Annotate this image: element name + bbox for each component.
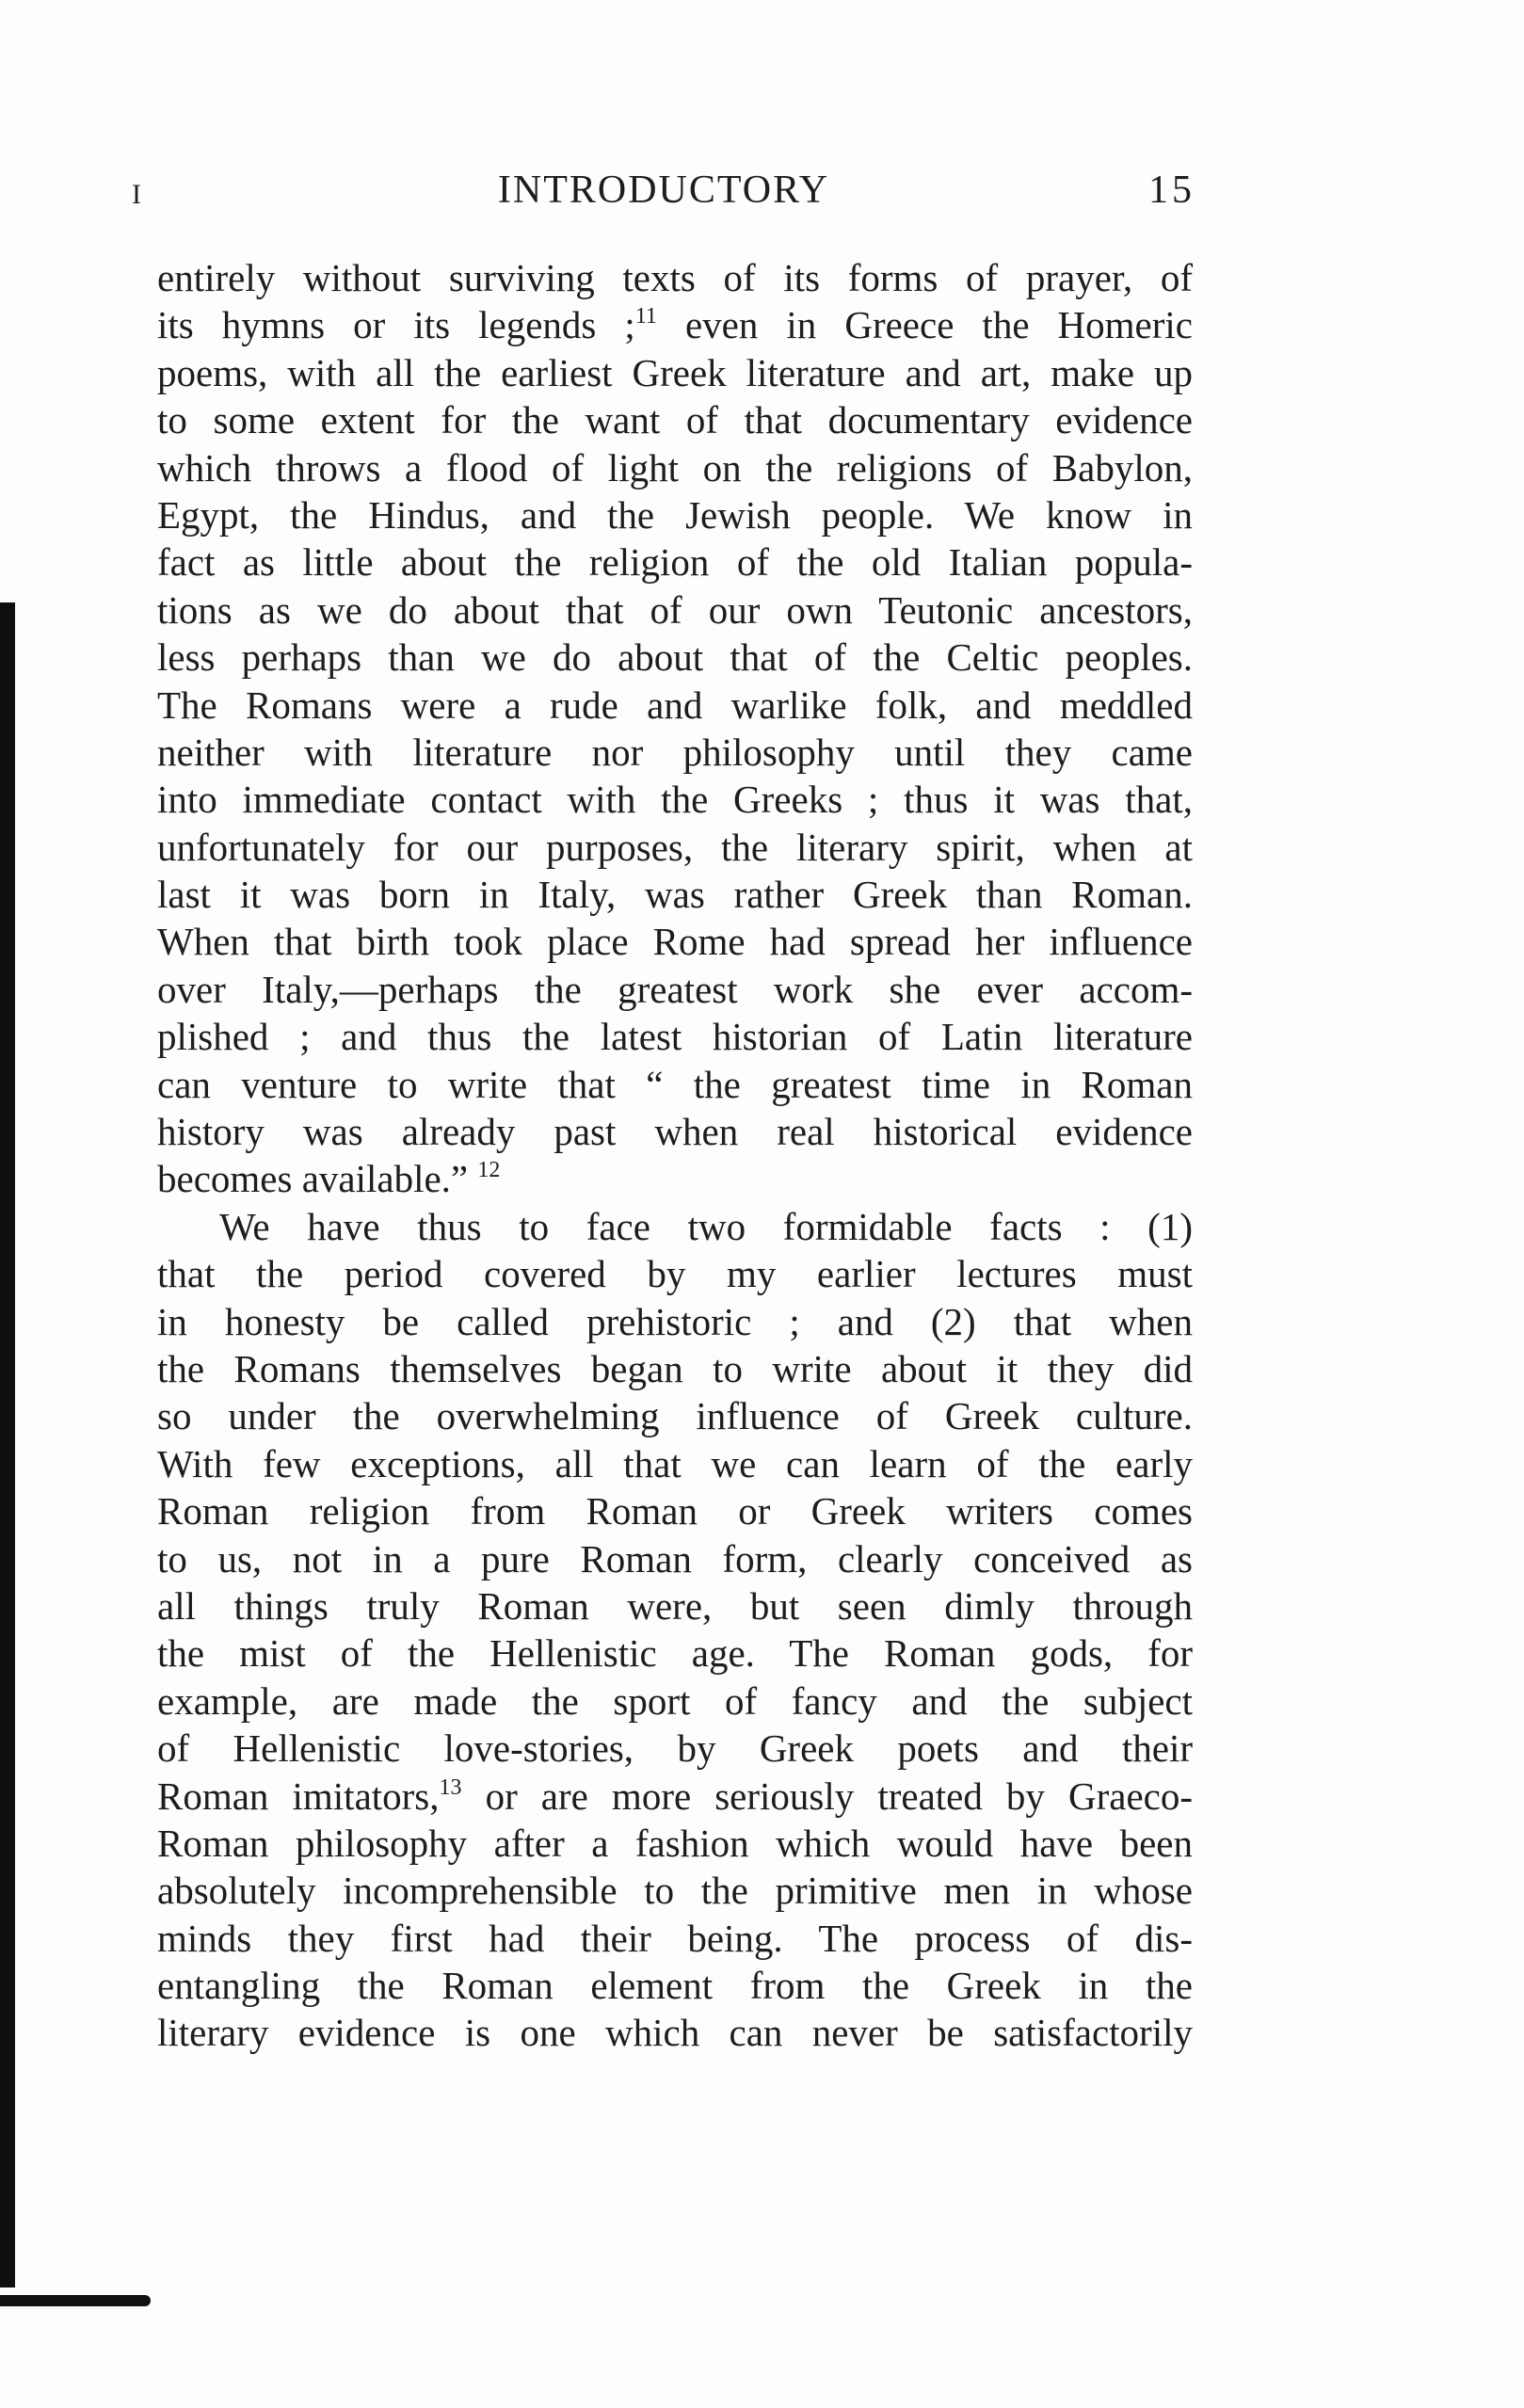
text-line: last it was born in Italy, was rather Greek than Roman. <box>157 873 1193 917</box>
text-line: minds they first had their being. The process of dis- <box>157 1916 1193 1960</box>
text-line: in honesty be called prehistoric ; and (2) that when <box>157 1299 1193 1343</box>
paragraph-start-line: We have thus to face two formidable facts : (1) <box>219 1204 1193 1248</box>
text-line: tions as we do about that of our own Teutonic ancestors, <box>157 587 1193 632</box>
binding-shadow <box>0 602 15 2288</box>
text-line: entirely without surviving texts of its forms of prayer, of <box>157 256 1193 299</box>
text-line: Roman philosophy after a fashion which would have been <box>157 1821 1193 1865</box>
text-line: Roman imitators,$^{13}$ or are more seriously treated by Graeco- <box>157 1774 1194 1818</box>
text-line: example, are made the sport of fancy and the subject <box>157 1678 1193 1723</box>
running-header <box>132 168 1195 220</box>
binding-notch <box>0 2295 151 2306</box>
text-line: its hymns or its legends ;$^{11}$ even in Greece the Homeric <box>157 303 1193 347</box>
text-line: becomes available.” $^{12}$ <box>157 1157 501 1201</box>
text-line: that the period covered by my earlier lectures must <box>157 1252 1193 1296</box>
text-line: The Romans were a rude and warlike folk, and meddled <box>157 682 1193 727</box>
text-line: Egypt, the Hindus, and the Jewish people. We know in <box>157 492 1193 537</box>
text-line: poems, with all the earliest Greek literature and art, make up <box>157 350 1193 394</box>
text-line: absolutely incomprehensible to the primitive men in whose <box>157 1869 1193 1913</box>
text-line: over Italy,—perhaps the greatest work she ever accom- <box>157 967 1193 1011</box>
chapter-number: I <box>132 179 142 210</box>
text-line: so under the overwhelming influence of Greek culture. <box>157 1394 1193 1438</box>
text-line: to us, not in a pure Roman form, clearly conceived as <box>157 1536 1193 1581</box>
text-line: history was already past when real historical evidence <box>157 1110 1193 1154</box>
text-line: literary evidence is one which can never be satisfactorily <box>157 2011 1193 2055</box>
text-line: the mist of the Hellenistic age. The Roman gods, for <box>157 1631 1193 1676</box>
text-line: When that birth took place Rome had spread her influence <box>157 920 1193 964</box>
text-line: can venture to write that “ the greatest time in Roman <box>157 1062 1193 1106</box>
text-line: into immediate contact with the Greeks ; thus it was that, <box>157 778 1193 822</box>
page-number: 15 <box>1148 169 1195 212</box>
text-line: plished ; and thus the latest historian of Latin literature <box>157 1015 1193 1059</box>
text-line: unfortunately for our purposes, the literary spirit, when at <box>157 825 1193 869</box>
text-line: which throws a flood of light on the religions of Babylon, <box>157 445 1193 490</box>
footnote-ref: 12 <box>477 1158 501 1183</box>
footnote-ref: 13 <box>439 1774 462 1800</box>
footnote-ref: 11 <box>634 304 657 329</box>
text-line: of Hellenistic love-stories, by Greek poets and their <box>157 1726 1193 1771</box>
text-line: less perhaps than we do about that of the Celtic peoples. <box>157 635 1193 680</box>
running-title: INTRODUCTORY <box>497 169 830 212</box>
body-text <box>157 254 1193 2057</box>
text-line: Roman religion from Roman or Greek writers comes <box>157 1489 1193 1533</box>
text-line: fact as little about the religion of the old Italian popula- <box>157 540 1193 585</box>
text-line: With few exceptions, all that we can learn of the early <box>157 1441 1193 1485</box>
text-line: all things truly Roman were, but seen dimly through <box>157 1583 1193 1628</box>
text-line: entangling the Roman element from the Greek in the <box>157 1964 1193 2008</box>
text-line: the Romans themselves began to write about it they did <box>157 1346 1193 1390</box>
text-line: neither with literature nor philosophy until they came <box>157 730 1193 774</box>
text-line: to some extent for the want of that documentary evidence <box>157 398 1193 442</box>
